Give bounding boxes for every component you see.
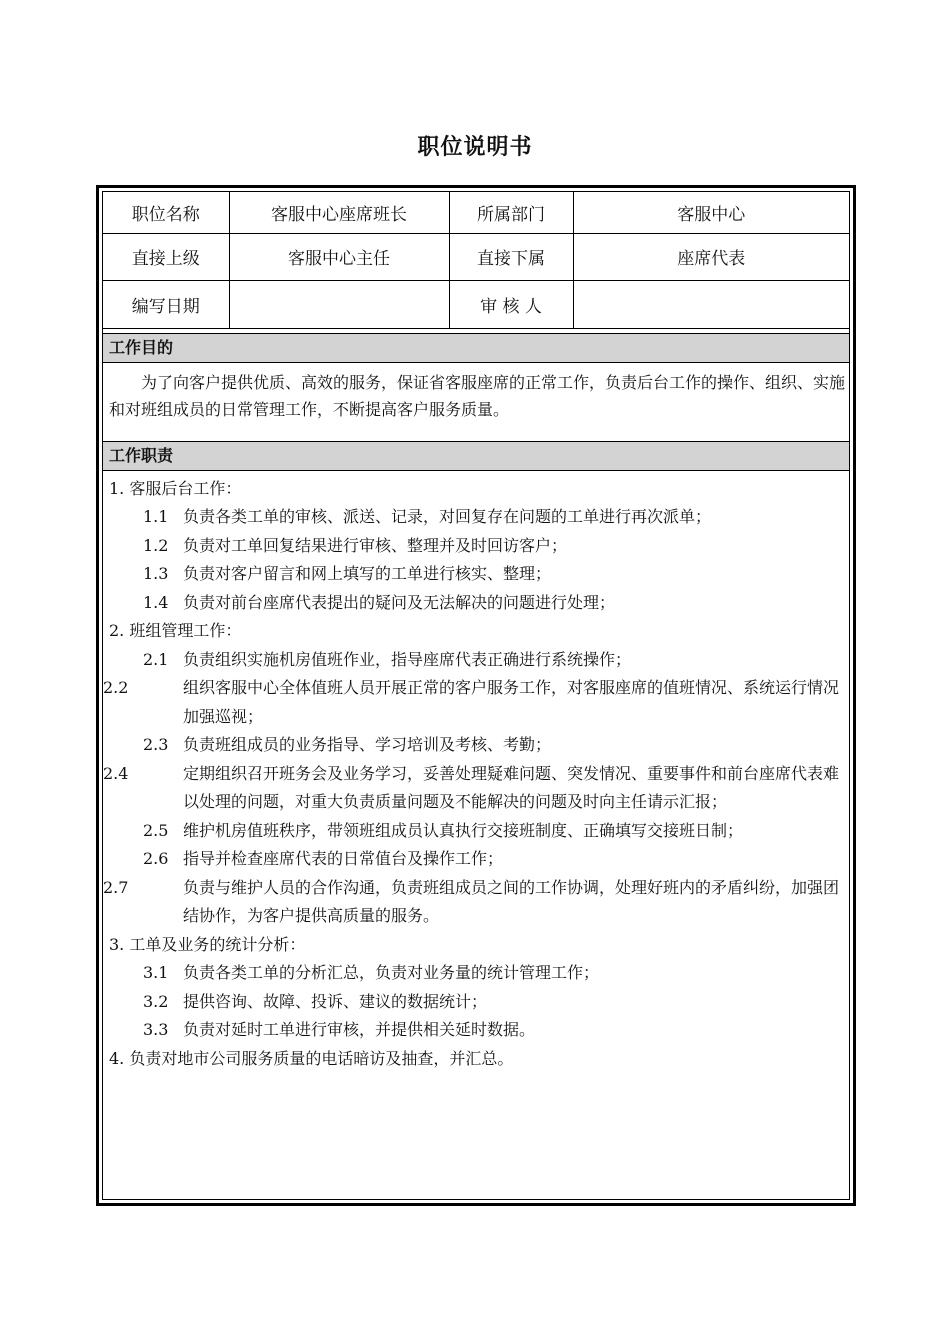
purpose-text: 为了向客户提供优质、高效的服务，保证省客服座席的正常工作，负责后台工作的操作、组织、实施和对班组成员的日常管理工作，不断提高客户服务质量。 <box>109 372 846 419</box>
duty-number: 1.3 <box>143 564 169 583</box>
purpose-heading: 工作目的 <box>103 334 849 363</box>
duty-text: 负责对前台座席代表提出的疑问及无法解决的问题进行处理； <box>183 592 616 612</box>
duty-item <box>109 532 845 561</box>
duty-item <box>109 589 845 618</box>
duty-item <box>109 959 845 988</box>
duty-section-title: 4. 负责对地市公司服务质量的电话暗访及抽查，并汇总。 <box>109 1048 514 1068</box>
duty-section-title: 2. 班组管理工作： <box>109 621 242 640</box>
reviewer-label: 审 核 人 <box>449 280 573 328</box>
info-row <box>103 192 849 233</box>
duty-number: 2.6 <box>143 849 169 868</box>
duty-number: 2.5 <box>143 820 169 840</box>
duty-number: 2.4 <box>103 763 129 783</box>
duty-item <box>109 503 845 532</box>
duty-text: 负责组织实施机房值班作业，指导座席代表正确进行系统操作； <box>183 649 632 669</box>
duty-text: 组织客服中心全体值班人员开展正常的客户服务工作，对客服座席的值班情况、系统运行情况加强巡视； <box>183 678 840 726</box>
duty-text: 负责各类工单的审核、派送、记录，对回复存在问题的工单进行再次派单； <box>183 507 712 526</box>
duty-number: 1.1 <box>143 507 169 526</box>
duty-item <box>109 731 845 760</box>
duty-number: 1.4 <box>143 592 169 612</box>
duty-item <box>103 760 845 817</box>
date-label: 编写日期 <box>103 280 229 328</box>
duty-item <box>109 1016 845 1045</box>
duty-item <box>109 817 845 846</box>
duty-text: 负责对工单回复结果进行审核、整理并及时回访客户； <box>183 535 568 555</box>
duty-text: 负责对延时工单进行审核，并提供相关延时数据。 <box>183 1020 536 1039</box>
duty-text: 维护机房值班秩序，带领班组成员认真执行交接班制度、正确填写交接班日制； <box>183 820 744 840</box>
position-value: 客服中心座席班长 <box>229 192 449 233</box>
info-row <box>103 280 849 328</box>
subordinate-value: 座席代表 <box>573 233 849 280</box>
duty-number: 1.2 <box>143 535 169 555</box>
duty-item <box>103 874 845 931</box>
duty-item <box>109 646 845 675</box>
duty-number: 3.3 <box>143 1020 169 1039</box>
duty-text: 负责与维护人员的合作沟通，负责班组成员之间的工作协调，处理好班内的矛盾纠纷，加强团结协作，为客户提供高质量的服务。 <box>183 877 840 925</box>
duty-item <box>109 845 845 874</box>
duty-text: 指导并检查座席代表的日常值台及操作工作； <box>183 849 504 868</box>
duty-number: 2.3 <box>143 735 169 754</box>
superior-label: 直接上级 <box>103 233 229 280</box>
dept-label: 所属部门 <box>449 192 573 233</box>
duties-list <box>103 471 849 1074</box>
duty-text: 提供咨询、故障、投诉、建议的数据统计； <box>183 991 488 1011</box>
duty-number: 2.7 <box>103 877 129 897</box>
info-row <box>103 233 849 280</box>
job-description-body <box>102 191 850 1200</box>
duty-section-title: 1. 客服后台工作： <box>109 478 242 498</box>
duty-text: 负责班组成员的业务指导、学习培训及考核、考勤； <box>183 735 552 754</box>
duty-number: 3.1 <box>143 963 169 982</box>
duty-text: 负责对客户留言和网上填写的工单进行核实、整理； <box>183 564 552 583</box>
date-value <box>229 280 449 328</box>
duty-item <box>109 988 845 1017</box>
duty-number: 2.2 <box>103 678 129 697</box>
dept-value: 客服中心 <box>573 192 849 233</box>
duty-number: 2.1 <box>143 649 169 669</box>
duty-number: 3.2 <box>143 991 169 1011</box>
duty-section-title: 3. 工单及业务的统计分析： <box>109 934 306 954</box>
duty-text: 负责各类工单的分析汇总，负责对业务量的统计管理工作； <box>183 963 600 982</box>
duty-text: 定期组织召开班务会及业务学习，妥善处理疑难问题、突发情况、重要事件和前台座席代表难以处理的问题，对重大负责质量问题及不能解决的问题及时向主任请示汇报； <box>183 763 840 811</box>
reviewer-value <box>573 280 849 328</box>
position-label: 职位名称 <box>103 192 229 233</box>
job-description-frame <box>96 185 856 1206</box>
duty-item <box>109 560 845 589</box>
info-table <box>103 192 849 329</box>
duties-heading: 工作职责 <box>103 442 849 471</box>
superior-value: 客服中心主任 <box>229 233 449 280</box>
page-title: 职位说明书 <box>417 135 533 160</box>
duty-item <box>103 674 845 731</box>
subordinate-label: 直接下属 <box>449 233 573 280</box>
